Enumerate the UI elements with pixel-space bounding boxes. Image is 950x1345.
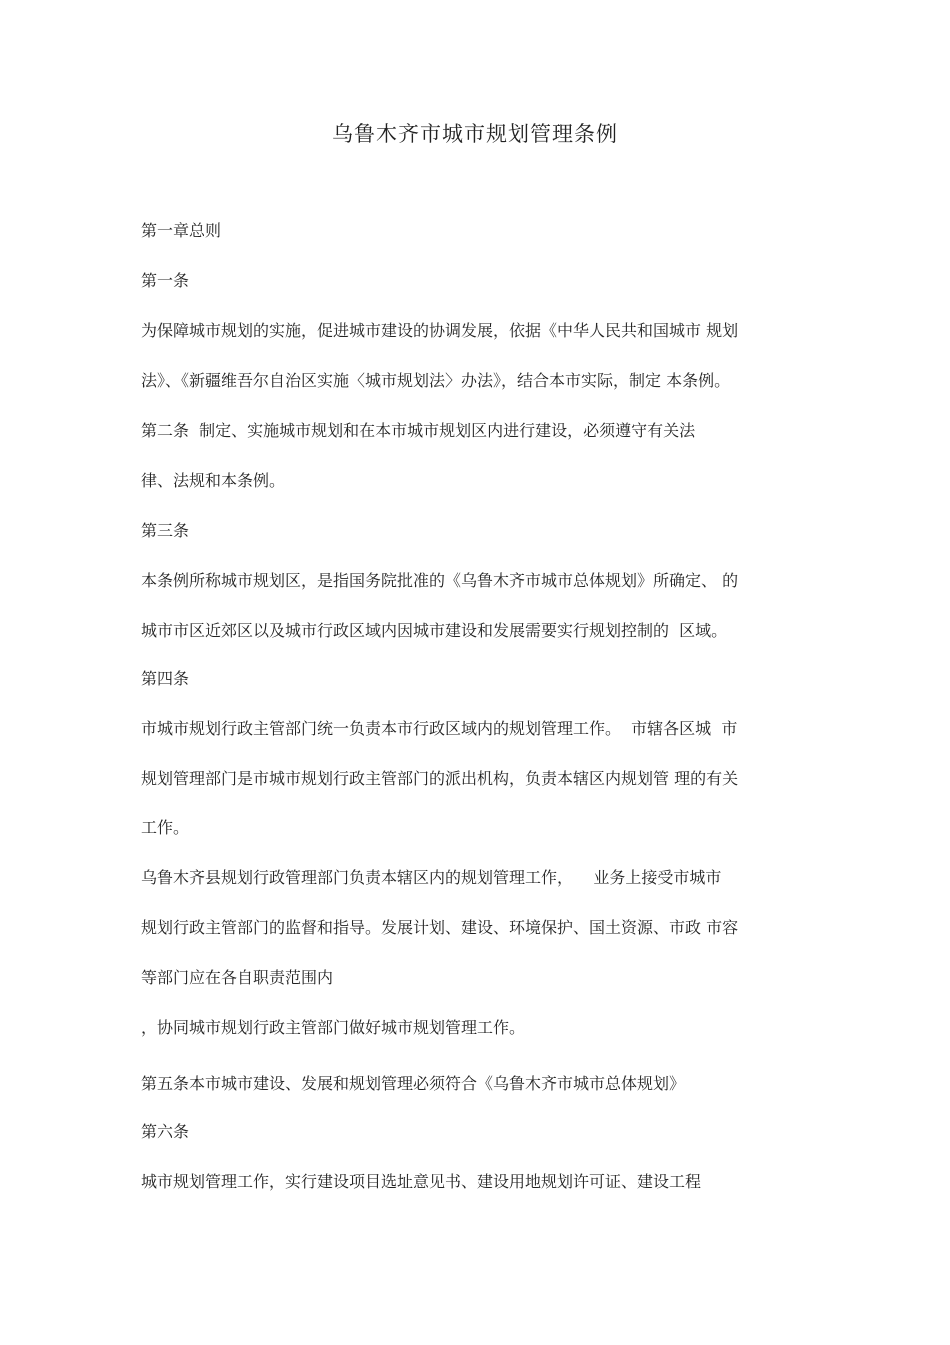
paragraph-line: 本条例所称城市规划区，是指国务院批准的《乌鲁木齐市城市总体规划》所确定、 的 <box>141 571 739 590</box>
article-heading: 第三条 <box>141 521 190 540</box>
paragraph-line: 法》、《新疆维吾尔自治区实施〈城市规划法〉办法》，结合本市实际，制定 本条例。 <box>141 371 731 390</box>
paragraph-line: 等部门应在各自职责范围内 <box>141 968 334 987</box>
paragraph-line: 规划管理部门是市城市规划行政主管部门的派出机构，负责本辖区内规划管 理的有关 <box>141 769 739 788</box>
chapter-heading: 第一章总则 <box>141 221 222 240</box>
paragraph-line: 乌鲁木齐县规划行政管理部门负责本辖区内的规划管理工作， 业务上接受市城市 <box>141 868 722 887</box>
paragraph-line: 规划行政主管部门的监督和指导。发展计划、建设、环境保护、国土资源、市政 市容 <box>141 918 739 937</box>
article-line: 第五条本市城市建设、发展和规划管理必须符合《乌鲁木齐市城市总体规划》 <box>141 1074 686 1093</box>
paragraph-line: 第二条 制定、实施城市规划和在本市城市规划区内进行建设，必须遵守有关法 <box>141 421 696 440</box>
paragraph-line: 律、法规和本条例。 <box>141 471 286 490</box>
paragraph-line: 城市规划管理工作，实行建设项目选址意见书、建设用地规划许可证、建设工程 <box>141 1172 702 1191</box>
article-heading: 第六条 <box>141 1122 190 1141</box>
paragraph-line: 工作。 <box>141 818 190 837</box>
article-heading: 第四条 <box>141 669 190 688</box>
paragraph-line: ，协同城市规划行政主管部门做好城市规划管理工作。 <box>141 1018 526 1037</box>
document-title: 乌鲁木齐市城市规划管理条例 <box>332 122 618 146</box>
paragraph-line: 为保障城市规划的实施，促进城市建设的协调发展，依据《中华人民共和国城市 规划 <box>141 321 739 340</box>
article-heading: 第一条 <box>141 271 190 290</box>
paragraph-line: 城市市区近郊区以及城市行政区域内因城市建设和发展需要实行规划控制的 区域。 <box>141 621 728 640</box>
paragraph-line: 市城市规划行政主管部门统一负责本市行政区域内的规划管理工作。 市辖各区城 市 <box>141 719 738 738</box>
